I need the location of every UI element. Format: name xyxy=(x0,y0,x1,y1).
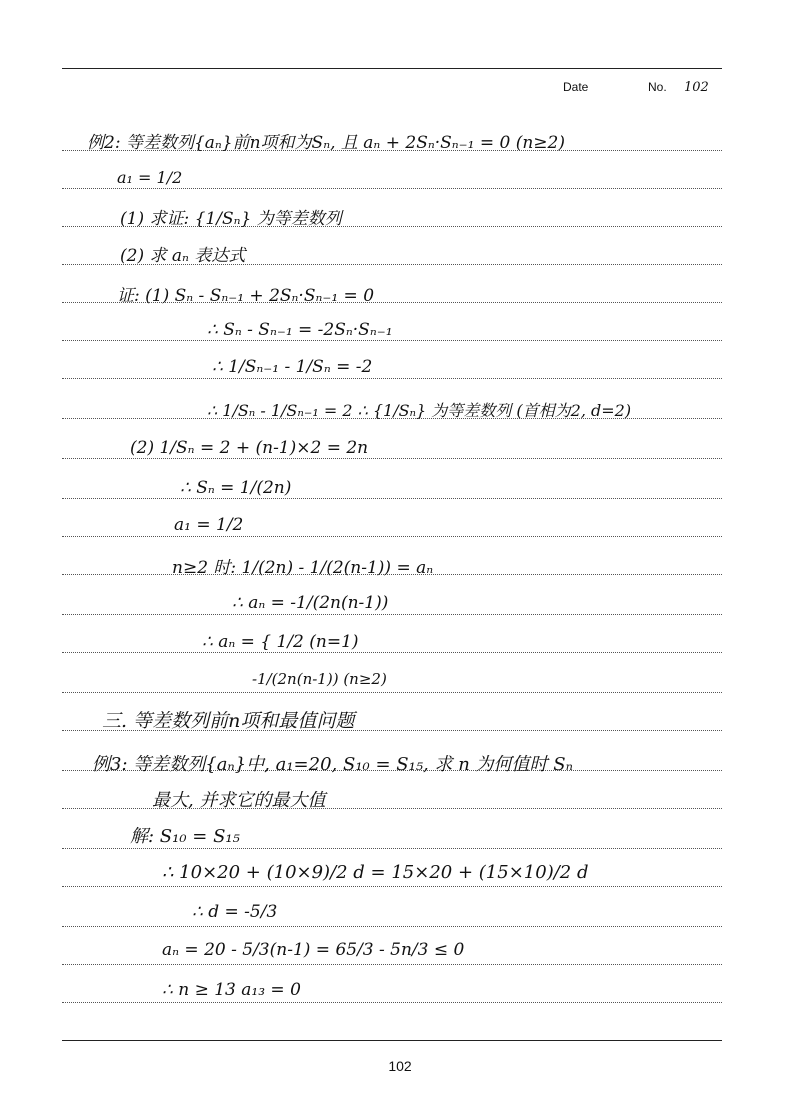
handwritten-line: 解: S₁₀ = S₁₅ xyxy=(130,826,240,847)
ruled-line xyxy=(62,886,722,887)
handwritten-line: 例2: 等差数列{aₙ}前n项和为Sₙ, 且 aₙ + 2Sₙ·Sₙ₋₁ = 0 (n≥2) xyxy=(87,133,565,153)
bottom-rule xyxy=(62,1040,722,1041)
handwritten-line: n≥2 时: 1/(2n) - 1/(2(n-1)) = aₙ xyxy=(172,558,434,578)
page-number: 102 xyxy=(388,1058,412,1074)
ruled-line xyxy=(62,926,722,927)
handwritten-line: 证: (1) Sₙ - Sₙ₋₁ + 2Sₙ·Sₙ₋₁ = 0 xyxy=(117,286,375,306)
handwritten-line: ∴ aₙ = -1/(2n(n-1)) xyxy=(232,593,389,613)
ruled-line xyxy=(62,848,722,849)
handwritten-line: -1/(2n(n-1)) (n≥2) xyxy=(252,670,387,688)
handwritten-line: ∴ d = -5/3 xyxy=(192,902,278,922)
ruled-line xyxy=(62,340,722,341)
handwritten-line: 三. 等差数列前n项和最值问题 xyxy=(102,710,355,732)
handwritten-line: (2) 求 aₙ 表达式 xyxy=(120,246,246,266)
top-rule xyxy=(62,68,722,69)
handwritten-line: 最大, 并求它的最大值 xyxy=(152,790,326,811)
handwritten-line: aₙ = 20 - 5/3(n-1) = 65/3 - 5n/3 ≤ 0 xyxy=(162,940,465,960)
handwritten-line: ∴ 10×20 + (10×9)/2 d = 15×20 + (15×10)/2 d xyxy=(162,862,589,883)
ruled-line xyxy=(62,378,722,379)
handwritten-line: ∴ 1/Sₙ - 1/Sₙ₋₁ = 2 ∴ {1/Sₙ} 为等差数列 (首相为2, d=2) xyxy=(207,401,632,420)
ruled-line xyxy=(62,692,722,693)
handwritten-line: ∴ n ≥ 13 a₁₃ = 0 xyxy=(162,980,301,1000)
handwritten-line: (1) 求证: {1/Sₙ} 为等差数列 xyxy=(120,209,342,229)
ruled-line xyxy=(62,1002,722,1003)
handwritten-line: a₁ = 1/2 xyxy=(117,168,183,187)
handwritten-line: a₁ = 1/2 xyxy=(174,515,244,535)
no-label: No. xyxy=(648,80,667,94)
ruled-line xyxy=(62,964,722,965)
no-value: 102 xyxy=(684,80,709,95)
ruled-line xyxy=(62,614,722,615)
ruled-line xyxy=(62,458,722,459)
handwritten-line: (2) 1/Sₙ = 2 + (n-1)×2 = 2n xyxy=(130,438,369,458)
handwritten-line: ∴ 1/Sₙ₋₁ - 1/Sₙ = -2 xyxy=(212,357,373,377)
handwritten-line: 例3: 等差数列{aₙ}中, a₁=20, S₁₀ = S₁₅, 求 n 为何值时 Sₙ xyxy=(92,754,573,775)
handwritten-line: ∴ Sₙ = 1/(2n) xyxy=(180,478,292,498)
ruled-line xyxy=(62,188,722,189)
ruled-line xyxy=(62,652,722,653)
handwritten-line: ∴ Sₙ - Sₙ₋₁ = -2Sₙ·Sₙ₋₁ xyxy=(207,320,393,340)
handwritten-line: ∴ aₙ = { 1/2 (n=1) xyxy=(202,632,359,652)
date-label: Date xyxy=(563,80,589,94)
ruled-line xyxy=(62,498,722,499)
ruled-line xyxy=(62,536,722,537)
